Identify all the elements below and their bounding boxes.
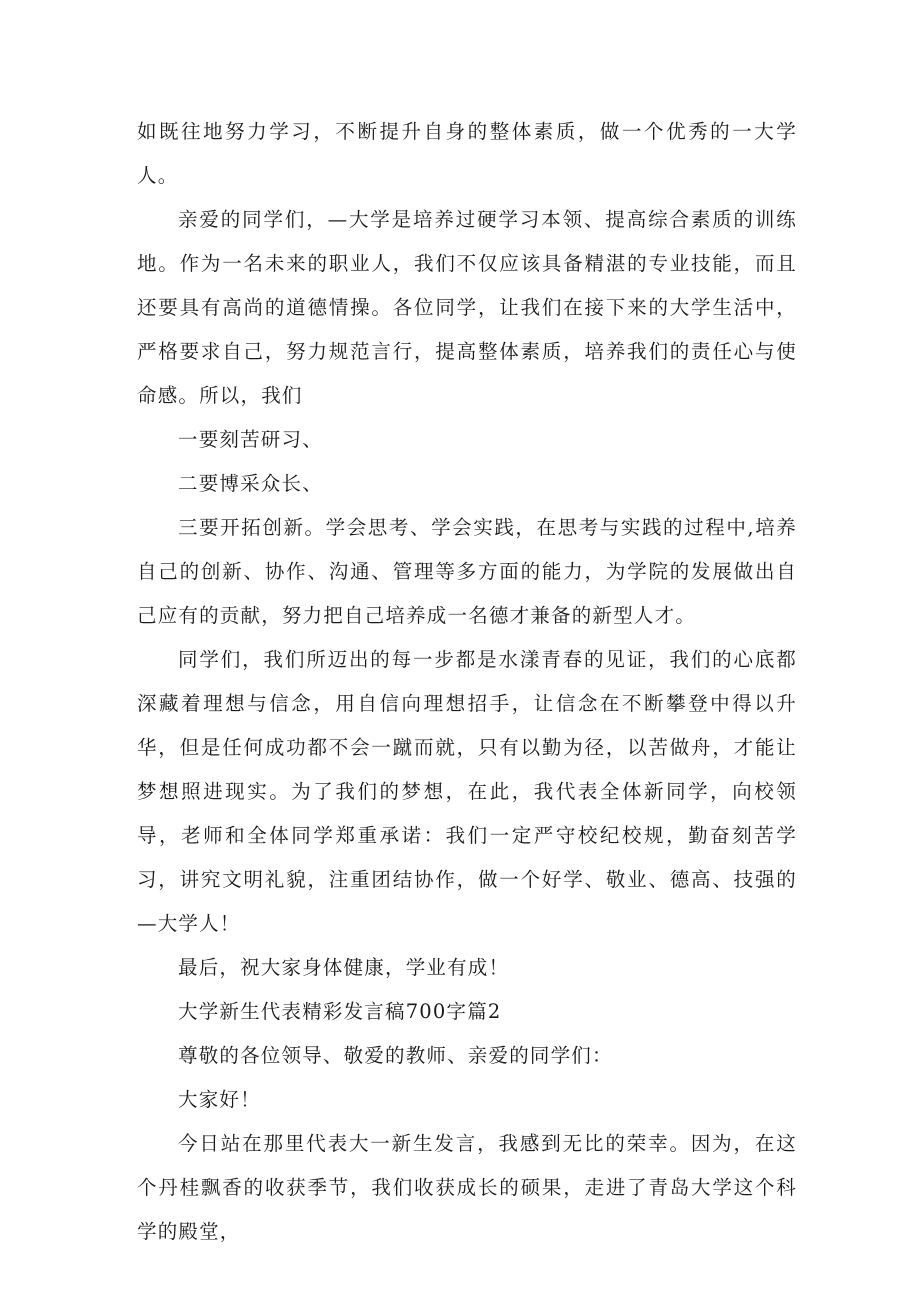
paragraph-10: 大家好！ — [178, 1088, 261, 1111]
paragraph-6: 同学们，我们所迈出的每一步都是水漾青春的见证，我们的心底都深藏着理想与信念，用自信向理想招手，让信念在不断攀登中得以升华，但是任何成功都不会一蹴而就，只有以勤为径，以苦做舟，才能让梦想照进现实。为了我们的梦想，在此，我代表全体新同学，向校领导，老师和全体同学郑重承诺：我们一定严守校纪校规，勤奋刻苦学习，讲究文明礼貌，注重团结协作，做一个好学、敬业、德高、技强的—大学人！ — [137, 648, 797, 935]
paragraph-5: 三要开拓创新。学会思考、学会实践，在思考与实践的过程中,培养自己的创新、协作、沟通、管理等多方面的能力，为学院的发展做出自己应有的贡献，努力把自己培养成一名德才兼备的新型人才。 — [137, 516, 797, 627]
document-body — [137, 110, 797, 1254]
paragraph-7: 最后，祝大家身体健康，学业有成！ — [178, 956, 510, 979]
section-heading: 大学新生代表精彩发言稿700字篇2 — [178, 1000, 502, 1023]
paragraph-1: 如既往地努力学习，不断提升自身的整体素质，做一个优秀的一大学人。 — [137, 120, 797, 187]
paragraph-11: 今日站在那里代表大一新生发言，我感到无比的荣幸。因为，在这个丹桂飘香的收获季节，我们收获成长的硕果，走进了青岛大学这个科学的殿堂， — [137, 1132, 797, 1243]
paragraph-2: 亲爱的同学们，—大学是培养过硬学习本领、提高综合素质的训练地。作为一名未来的职业人，我们不仅应该具备精湛的专业技能，而且还要具有高尚的道德情操。各位同学，让我们在接下来的大学生活中，严格要求自己，努力规范言行，提高整体素质，培养我们的责任心与使命感。所以，我们 — [137, 208, 797, 407]
paragraph-3: 一要刻苦研习、 — [178, 428, 323, 451]
paragraph-9: 尊敬的各位领导、敬爱的教师、亲爱的同学们： — [178, 1044, 613, 1067]
paragraph-4: 二要博采众长、 — [178, 472, 323, 495]
